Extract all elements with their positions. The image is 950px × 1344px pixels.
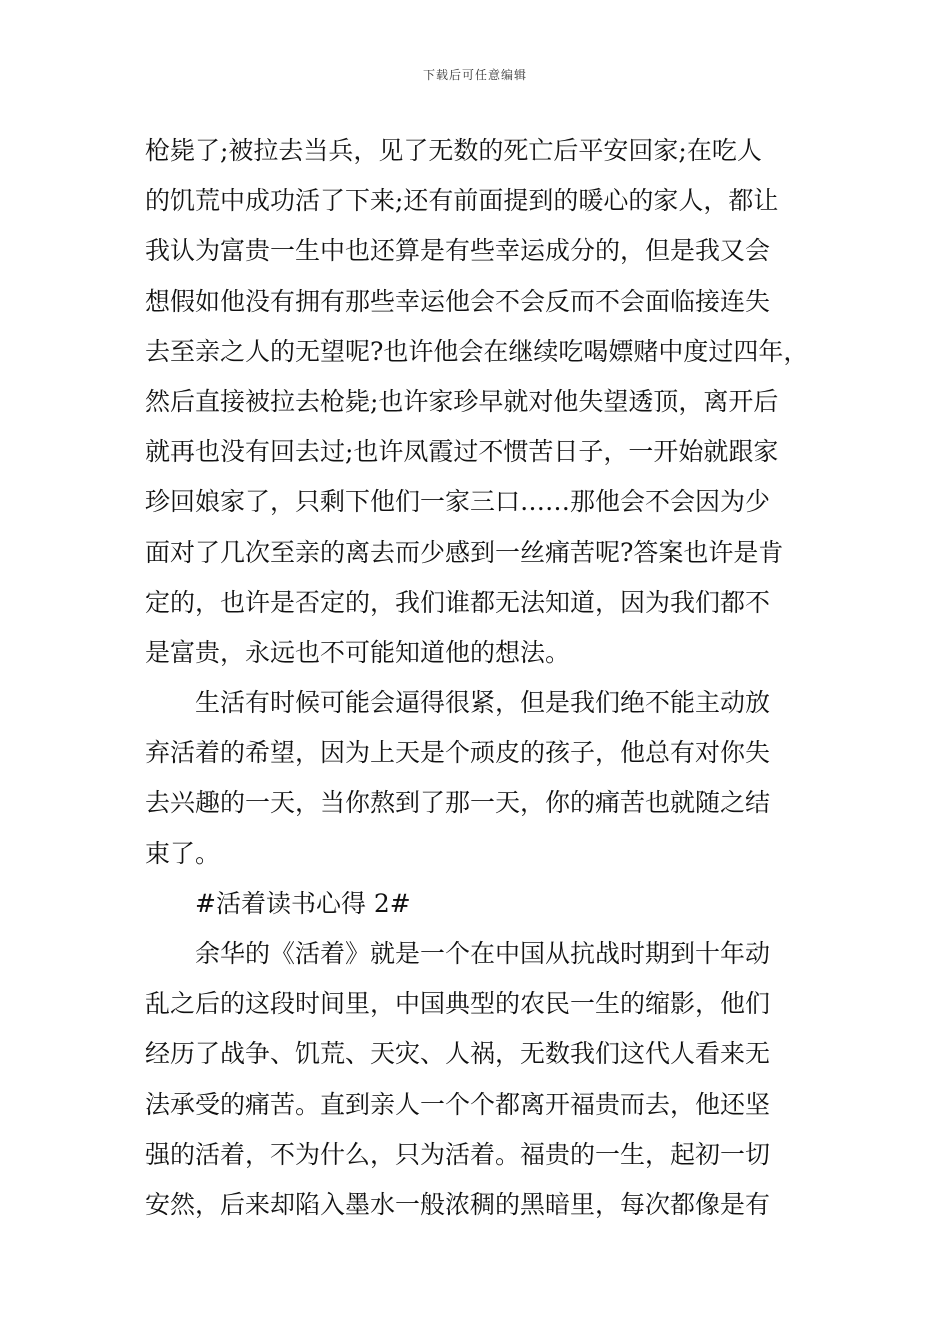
text-line: 定的，也许是否定的，我们谁都无法知道，因为我们都不: [145, 587, 771, 617]
text-line: 是富贵，永远也不可能知道他的想法。: [145, 637, 571, 667]
text-line: 去兴趣的一天，当你熬到了那一天，你的痛苦也就随之结: [145, 788, 771, 818]
text-line: 珍回娘家了，只剩下他们一家三口……那他会不会因为少: [145, 487, 771, 517]
text-line: 经历了战争、饥荒、天灾、人祸，无数我们这代人看来无: [145, 1039, 771, 1069]
text-line: 想假如他没有拥有那些幸运他会不会反而不会面临接连失: [145, 286, 771, 316]
text-line: 面对了几次至亲的离去而少感到一丝痛苦呢?答案也许是肯: [145, 537, 784, 567]
text-line: 束了。: [145, 838, 221, 868]
text-line: 枪毙了;被拉去当兵，见了无数的死亡后平安回家;在吃人: [145, 136, 762, 165]
text-line: 就再也没有回去过;也许凤霞过不惯苦日子，一开始就跟家: [145, 437, 779, 467]
text-line: 去至亲之人的无望呢?也许他会在继续吃喝嫖赌中度过四年，: [145, 336, 809, 366]
text-line: 乱之后的这段时间里，中国典型的农民一生的缩影，他们: [145, 989, 771, 1019]
section-heading: #活着读书心得 2#: [195, 888, 411, 918]
text-line: 安然，后来却陷入墨水一般浓稠的黑暗里，每次都像是有: [145, 1189, 771, 1219]
text-line: 我认为富贵一生中也还算是有些幸运成分的，但是我又会: [145, 236, 771, 266]
paragraph-start-line: 生活有时候可能会逼得很紧，但是我们绝不能主动放: [195, 688, 771, 718]
document-body: [145, 126, 825, 1230]
text-line: 强的活着，不为什么，只为活着。福贵的一生，起初一切: [145, 1139, 771, 1169]
text-line: 法承受的痛苦。直到亲人一个个都离开福贵而去，他还坚: [145, 1089, 771, 1119]
text-line: 然后直接被拉去枪毙;也许家珍早就对他失望透顶，离开后: [145, 386, 779, 416]
text-line: 弃活着的希望，因为上天是个顽皮的孩子，他总有对你失: [145, 738, 771, 768]
paragraph-start-line: 余华的《活着》就是一个在中国从抗战时期到十年动: [195, 939, 771, 968]
page-header: 下载后可任意编辑: [422, 68, 527, 82]
text-line: 的饥荒中成功活了下来;还有前面提到的暖心的家人，都让: [145, 186, 779, 216]
